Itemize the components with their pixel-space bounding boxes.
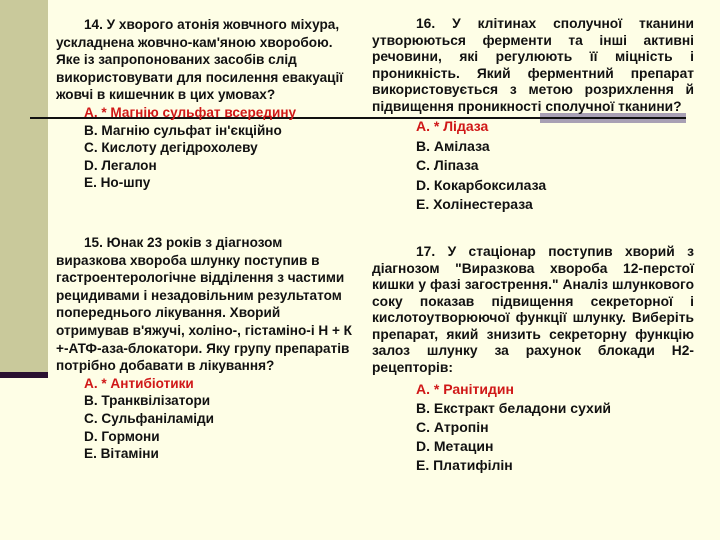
answer-option-a: A. * Магнію сульфат всередину xyxy=(84,104,297,120)
answer-options xyxy=(84,104,346,192)
question-17 xyxy=(372,244,694,475)
question-stem: 17. У стаціонар поступив хворий з діагнозом "Виразкова хвороба 12-перстої кишки у фазі загострення." Аналіз шлункового соку показав підвищення секреторної і кислотоутворюючої функції шлунку. Виберіть препарат, який знизить секреторну функцію залоз шлунку за рахунок блокади Н2-рецепторів: xyxy=(372,244,694,375)
answer-option-c: C. Атропін xyxy=(416,419,489,435)
answer-option-c: C. Сульфаніламіди xyxy=(84,410,215,426)
answer-option-b: B. Магнію сульфат ін'єкційно xyxy=(84,122,282,138)
question-14 xyxy=(56,16,346,192)
decorative-sidebar xyxy=(0,0,48,372)
answer-option-d: D. Кокарбоксилаза xyxy=(416,176,547,193)
answer-option-a: A. * Антибіотики xyxy=(84,375,194,391)
question-stem: 15. Юнак 23 років з діагнозом виразкова хвороба шлунку поступив в гастроентерологічне відділення з частими рецидивами і незадовільним результатом попереднього лікування. Хворий отримував в'яжучі, холіно-, гістаміно-і Н + К +-АТФ-аза-блокатори. Яку групу препаратів потрібно добавати в лікування? xyxy=(56,235,352,374)
question-stem: 14. У хворого атонія жовчного міхура, ускладнена жовчно-кам'яною хворобою. Яке із запропонованих засобів слід використовувати для посилення евакуації жовчі в кишечник в цих умовах? xyxy=(56,17,344,103)
decorative-sidebar-accent xyxy=(0,372,48,378)
answer-option-b: B. Екстракт беладони сухий xyxy=(416,400,612,416)
answer-option-d: D. Легалон xyxy=(84,157,157,173)
answer-option-e: E. Холінестераза xyxy=(416,196,533,212)
answer-option-e: E. Но-шпу xyxy=(84,175,151,191)
answer-option-e: E. Вітаміни xyxy=(84,446,159,462)
answer-options xyxy=(416,117,694,215)
question-stem: 16. У клітинах сполучної тканини утворюються ферменти та інші активні речовини, які регулюють її міцність і проникність. Який ферментний препарат використовується з метою розрихлення й підвищення проникності сполучної тканини? xyxy=(372,16,694,114)
answer-option-a: A. * Ранітидин xyxy=(416,381,514,397)
answer-option-c: C. Ліпаза xyxy=(416,157,479,173)
answer-option-a: A. * Лідаза xyxy=(416,118,489,134)
answer-option-b: B. Транквілізатори xyxy=(84,393,211,409)
answer-option-d: D. Метацин xyxy=(416,438,494,454)
answer-option-c: C. Кислоту дегідрохолеву xyxy=(84,140,258,156)
answer-option-d: D. Гормони xyxy=(84,428,160,444)
answer-options xyxy=(416,380,694,475)
question-16 xyxy=(372,16,694,215)
question-15 xyxy=(56,234,356,463)
answer-option-e: E. Платифілін xyxy=(416,457,513,473)
answer-option-b: B. Амілаза xyxy=(416,137,490,154)
answer-options xyxy=(84,375,356,463)
